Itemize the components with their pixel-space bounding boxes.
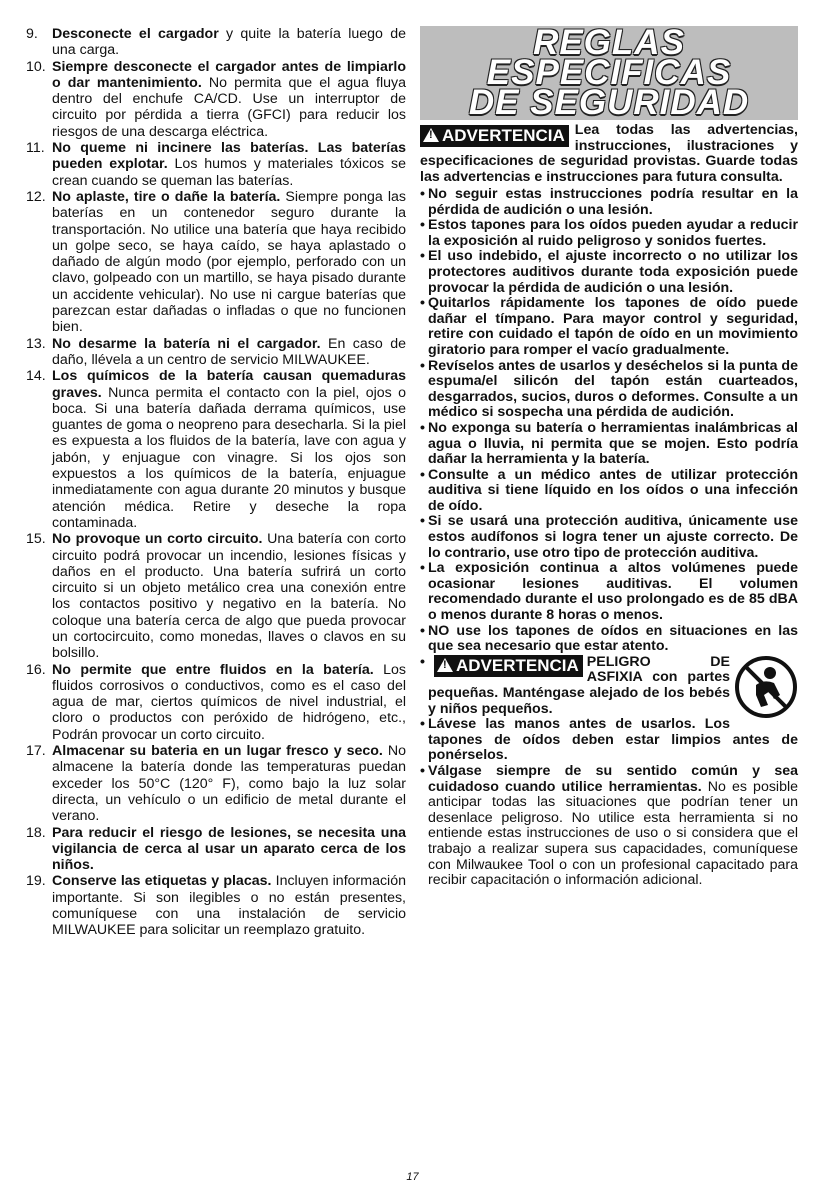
list-item: • No exponga su batería o herramientas inalámbricas al agua o lluvia, ni permita que se mojen. Esto podría dañar la herramienta y la batería. (420, 419, 798, 468)
list-item: • Quitarlos rápidamente los tapones de oído puede dañar el tímpano. Para mayor control y seguridad, retire con cuidado el tapón de oído en un movimiento giratorio para romper el vacío gradualmente. (420, 295, 798, 358)
warning-triangle-icon (437, 658, 453, 672)
warning-badge: !ADVERTENCIA (420, 125, 569, 147)
left-column (26, 26, 406, 939)
list-item: • Revíselos antes de usarlos y deséchelos si la punta de espuma/el silicón del tapón están cuarteados, desgarrados, sucios, duros o deformes. Consulte a un médico si sospecha una pérdida de audición. (420, 357, 798, 421)
page-number: 17 (406, 1171, 419, 1183)
list-item: 18. Para reducir el riesgo de lesiones, se necesita una vigilancia de cerca al usar un aparato cerca de los niños. (26, 824, 406, 874)
right-column (420, 23, 799, 889)
no-children-icon (734, 655, 798, 719)
list-item: 14. Los químicos de la batería causan quemaduras graves. Nunca permita el contacto con la piel, ojos o boca. Si una batería dañada derrama químicos, use guantes de goma o neopreno para desecharla. Si la piel es expuesta a los fluidos de la batería, lave con agua y jabón, y enjuague con vinagre. Si los ojos son expuestos a los químicos de la batería, enjuague inmediatamente con agua durante 20 minutos y busque atención médica. Retire y deseche la ropa contaminada. (26, 368, 406, 531)
list-item: • NO use los tapones de oídos en situaciones en las que sea necesario que estar atento. (420, 622, 798, 655)
choking-warning: • ! ADVERTENCIA PELIGRO DE ASFIXIA con partes pequeñas. Manténgase alejado de los bebés y niños pequeños. (420, 655, 798, 717)
list-item: 12. No aplaste, tire o dañe la batería. Siempre ponga las baterías en un contenedor seguro durante la transportación. No utilice una batería que haya recibido un golpe seco, se haya caído, se haya aplastado o dañado de algún modo (por ejemplo, perforado con un clavo, golpeado con un martillo, se haya pisado durante un accidente vehicular). No use ni cargue baterías que parezcan estar dañadas o infladas o que no funcionen bien. (26, 188, 406, 336)
list-item: 17. Almacenar su bateria en un lugar fresco y seco. No almacene la batería donde las temperaturas puedan exceder los 50°C (120° F), como bajo la luz solar directa, un vehículo o un edificio de metal durante el verano. (26, 743, 406, 825)
list-item: 11. No queme ni incinere las baterías. Las baterías pueden explotar. Los humos y materiales tóxicos se crean cuando se queman las baterías. (26, 140, 406, 189)
list-item: 19. Conserve las etiquetas y placas. Incluyen información importante. Si son ilegibles o no están presentes, comuníquese con una instalación de servicio MILWAUKEE para solicitar un reemplazo gratuito. (26, 873, 406, 939)
list-item: 15. No provoque un corto circuito. Una batería con corto circuito podrá provocar un incendio, lesiones físicas y daños en el producto. Una batería sufrirá un corto circuito si un objeto metálico crea una conexión entre los contactos positivo y negativo en la batería. No coloque una batería cerca de algo que pueda provocar un cortocircuito, como monedas, llaves o clavos en su bolsillo. (26, 531, 406, 662)
list-item: • Estos tapones para los oídos pueden ayudar a reducir la exposición al ruido peligroso y sonidos fuertes. (420, 217, 798, 249)
page-title: REGLAS ESPECIFICAS DE SEGURIDAD (468, 23, 750, 122)
list-item: • Si se usará una protección auditiva, únicamente use estos audífonos si logra tener un ajuste correcto. De lo contrario, use otro tipo de protección auditiva. (420, 513, 798, 561)
warning-triangle-icon (423, 128, 439, 142)
list-item: • El uso indebido, el ajuste incorrecto o no utilizar los protectores auditivos durante toda exposición puede provocar la pérdida de audición o una lesión. (420, 248, 798, 296)
warning-badge: ! ADVERTENCIA (434, 655, 583, 677)
list-item: • La exposición continua a altos volúmenes puede ocasionar lesiones auditivas. El volumen recomendado durante el uso prolongado es de 85 dBA o menos durante 8 horas o menos. (420, 560, 798, 624)
list-item: 16. No permite que entre fluidos en la batería. Los fluidos corrosivos o conductivos, como es el caso del agua de mar, ciertos químicos de nivel industrial, el cloro o productos con peróxido de hidrógeno, etc., Podrán provocar un corto circuito. (26, 661, 406, 743)
list-item: • No seguir estas instrucciones podría resultar en la pérdida de audición o una lesión. (420, 186, 798, 218)
intro-warning: !ADVERTENCIA Lea todas las advertencias, instrucciones, ilustraciones y especificaciones de seguridad provistas. Guarde todas las advertencias e instrucciones para futura consulta. (420, 123, 798, 185)
list-item: • Válgase siempre de su sentido común y sea cuidadoso cuando utilice herramientas. No es posible anticipar todas las situaciones que podrían tener un desenlace peligroso. No utilice esta herramienta si no entiende estas instrucciones de uso o si considera que el trabajo a realizar supera sus capacidades, comuníquese con Milwaukee Tool o con un profesional capacitado para recibir capacitación o información adicional. (420, 762, 799, 889)
list-item: • Lávese las manos antes de usarlos. Los tapones de oídos deben estar limpios antes de ponérselos. (420, 716, 798, 764)
list-item: 10. Siempre desconecte el cargador antes de limpiarlo o dar mantenimiento. No permita que el agua fluya dentro del enchufe CA/CD. Use un interruptor de circuito por pérdida a tierra (GFCI) para reducir los riesgos de una descarga eléctrica. (26, 58, 406, 140)
section-header (420, 23, 798, 122)
list-item: 9. Desconecte el cargador y quite la batería luego de una carga. (26, 26, 406, 59)
list-item: 13. No desarme la batería ni el cargador. En caso de daño, llévela a un centro de servicio MILWAUKEE. (26, 335, 406, 368)
list-item: • Consulte a un médico antes de utilizar protección auditiva si tiene líquido en los oídos o una infección de oído. (420, 466, 798, 514)
